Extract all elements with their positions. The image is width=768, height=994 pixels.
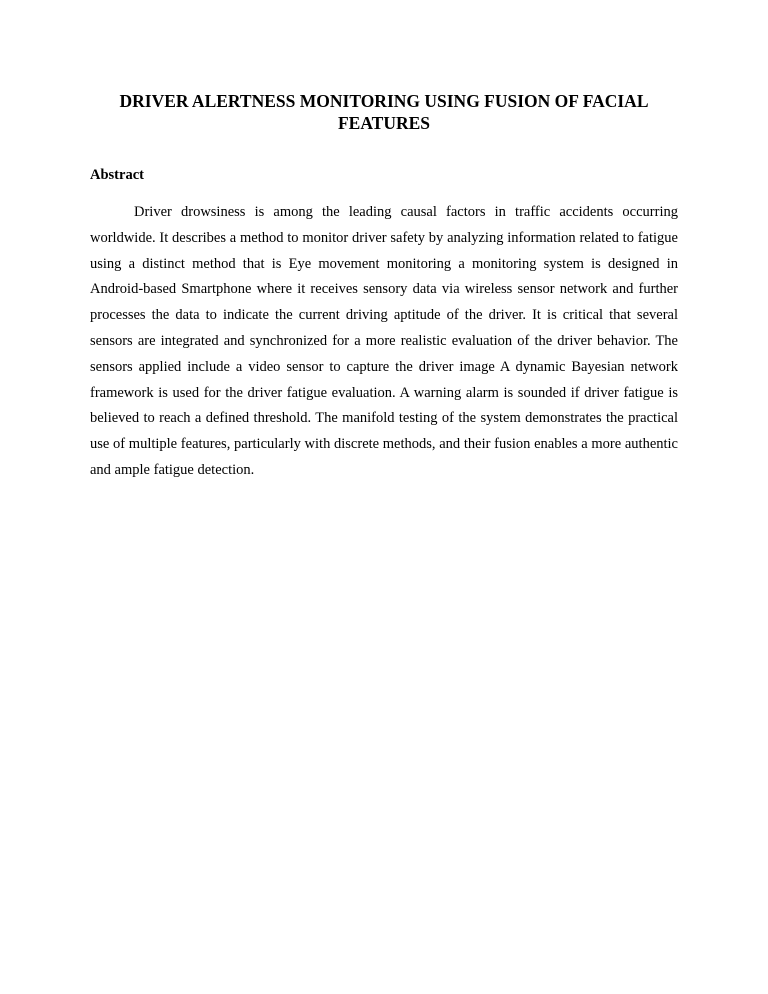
abstract-paragraph: Driver drowsiness is among the leading causal factors in traffic accidents occurring worldwide. It describes a method to monitor driver safety by analyzing information related to fatigue using a distinct method that is Eye movement monitoring a monitoring system is designed in Android-based Smartphone where it receives sensory data via wireless sensor network and further processes the data to indicate the current driving aptitude of the driver. It is critical that several sensors are integrated and synchronized for a more realistic evaluation of the driver behavior. The sensors applied include a video sensor to capture the driver image A dynamic Bayesian network framework is used for the driver fatigue evaluation. A warning alarm is sounded if driver fatigue is believed to reach a defined threshold. The manifold testing of the system demonstrates the practical use of multiple features, particularly with discrete methods, and their fusion enables a more authentic and ample fatigue detection. <box>90 204 678 478</box>
document-title: DRIVER ALERTNESS MONITORING USING FUSION OF FACIAL FEATURES <box>119 91 649 133</box>
abstract-heading: Abstract <box>90 167 144 183</box>
